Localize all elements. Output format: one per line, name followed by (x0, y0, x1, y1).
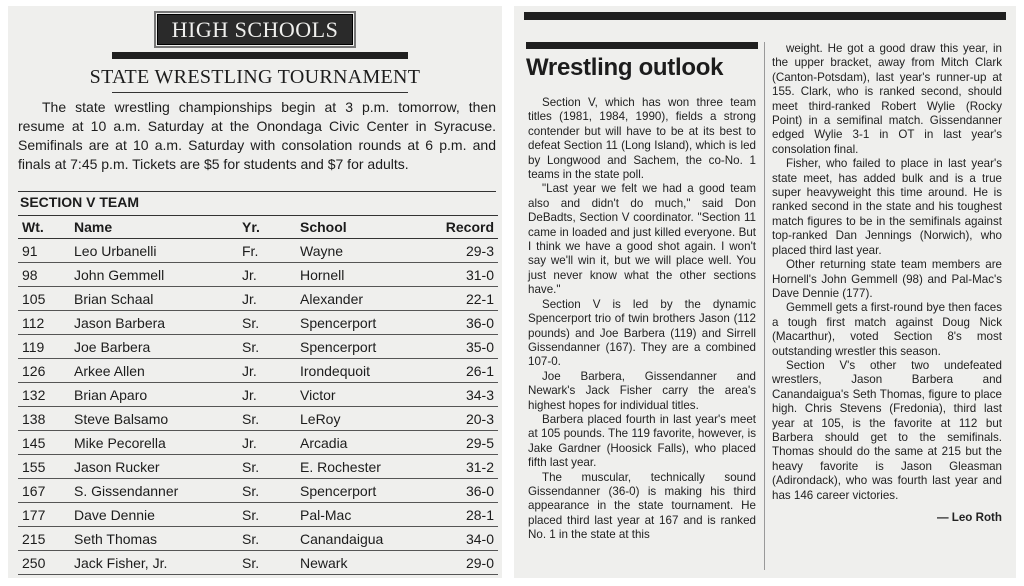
article-paragraph: Section V is led by the dynamic Spencerport trio of twin brothers Jason (112 pounds) and Joe Barbera (119) and Sirrell Gissendanner (167). They are a combined 107-0. (528, 297, 756, 369)
name-cell: Steve Balsamo (70, 407, 238, 431)
section-tag-wrap (8, 14, 502, 45)
school-cell: E. Rochester (296, 455, 421, 479)
article-paragraph: Gemmell gets a first-round bye then faces a tough first match against Doug Nick (Macarthur), voted Section 8's most outstanding wrestler this season. (772, 301, 1002, 358)
weight-cell: 167 (18, 479, 70, 503)
column-2-paragraphs (772, 42, 1002, 503)
column-divider (764, 42, 765, 570)
record-cell: 20-3 (421, 407, 498, 431)
roster-body (18, 239, 498, 575)
record-cell: 31-0 (421, 263, 498, 287)
article-paragraph: Barbera placed fourth in last year's meet at 105 pounds. The 119 favorite, however, is Jake Gardner (Hoosick Falls), who placed fifth last year. (528, 412, 756, 470)
roster-row (18, 503, 498, 527)
roster-row (18, 335, 498, 359)
roster-row (18, 383, 498, 407)
headline-rule (526, 42, 758, 49)
weight-cell: 177 (18, 503, 70, 527)
name-cell: Brian Aparo (70, 383, 238, 407)
header-weight: Wt. (18, 216, 70, 239)
name-cell: Mike Pecorella (70, 431, 238, 455)
header-year: Yr. (238, 216, 296, 239)
weight-cell: 98 (18, 263, 70, 287)
record-cell: 29-3 (421, 239, 498, 263)
header-name: Name (70, 216, 238, 239)
section-tag: HIGH SCHOOLS (157, 14, 354, 45)
year-cell: Fr. (238, 239, 296, 263)
roster-row (18, 311, 498, 335)
year-cell: Sr. (238, 503, 296, 527)
name-cell: Leo Urbanelli (70, 239, 238, 263)
year-cell: Sr. (238, 311, 296, 335)
weight-cell: 155 (18, 455, 70, 479)
roster-row (18, 407, 498, 431)
roster-table (18, 215, 498, 575)
weight-cell: 250 (18, 551, 70, 575)
year-cell: Sr. (238, 407, 296, 431)
article-paragraph: Fisher, who failed to place in last year's state meet, has added bulk and is a true super heavyweight this time around. He is ranked second in the state and his toughest match figures to be in the semifinals against top-ranked Dan Jennings (Norwich), who placed third last year. (772, 157, 1002, 257)
tournament-title: STATE WRESTLING TOURNAMENT (89, 66, 421, 88)
article-paragraph: The muscular, technically sound Gissendanner (36-0) is making his third appearance in the state tournament. He placed third last year at 167 and is ranked No. 1 in the state at this (528, 470, 756, 542)
header-record: Record (421, 216, 498, 239)
weight-cell: 215 (18, 527, 70, 551)
top-rule (524, 12, 1006, 20)
name-cell: John Gemmell (70, 263, 238, 287)
school-cell: LeRoy (296, 407, 421, 431)
roster-header-row (18, 216, 498, 239)
roster-row (18, 239, 498, 263)
intro-paragraph: The state wrestling championships begin at 3 p.m. tomorrow, then resume at 10 a.m. Saturday at the Onondaga Civic Center in Syracuse. Semifinals are at 10 a.m. Saturday with consolation rounds at 6 p.m. and finals at 7:45 p.m. Tickets are $5 for students and $7 for adults. (18, 99, 496, 172)
weight-cell: 126 (18, 359, 70, 383)
school-cell: Victor (296, 383, 421, 407)
record-cell: 34-0 (421, 527, 498, 551)
article-paragraph: weight. He got a good draw this year, in the upper bracket, away from Mitch Clark (Canton-Potsdam), last year's runner-up at 155. Clark, who is ranked second, should meet third-ranked Robert Wylie (Rocky Point) in a semifinal match. Gissendanner edged Wylie 3-1 in OT in last year's consolation final. (772, 42, 1002, 156)
year-cell: Jr. (238, 383, 296, 407)
name-cell: Joe Barbera (70, 335, 238, 359)
roster-row (18, 479, 498, 503)
weight-cell: 132 (18, 383, 70, 407)
school-cell: Arcadia (296, 431, 421, 455)
name-cell: Jack Fisher, Jr. (70, 551, 238, 575)
school-cell: Alexander (296, 287, 421, 311)
article-paragraph: Section V, which has won three team titles (1981, 1984, 1990), fields a strong contender but will have to be at its best to defeat Section 11 (Long Island), which is led by Longwood and Sachem, the co-No. 1 teams in the state poll. (528, 96, 756, 182)
year-cell: Jr. (238, 263, 296, 287)
high-schools-clipping (8, 6, 502, 578)
byline: — Leo Roth (936, 511, 1002, 524)
article-column-1 (528, 96, 756, 543)
roster-row (18, 431, 498, 455)
year-cell: Jr. (238, 431, 296, 455)
roster-row (18, 287, 498, 311)
name-cell: Seth Thomas (70, 527, 238, 551)
record-cell: 31-2 (421, 455, 498, 479)
article-paragraph: Other returning state team members are Hornell's John Gemmell (98) and Pal-Mac's Dave Dennie (177). (772, 258, 1002, 300)
record-cell: 29-0 (421, 551, 498, 575)
weight-cell: 91 (18, 239, 70, 263)
section-label: SECTION V TEAM (20, 194, 140, 210)
header-school: School (296, 216, 421, 239)
weight-cell: 138 (18, 407, 70, 431)
article-column-2 (772, 42, 1002, 525)
school-cell: Spencerport (296, 335, 421, 359)
article-paragraph: "Last year we felt we had a good team also and didn't do much," said Don DeBadts, Section V coordinator. "Section 11 came in loaded and just killed everyone. But I think we have a good shot again. I won't say we'll win it, but we will place well. You just never know what the other sections have." (528, 182, 756, 297)
record-cell: 35-0 (421, 335, 498, 359)
weight-cell: 145 (18, 431, 70, 455)
record-cell: 28-1 (421, 503, 498, 527)
school-cell: Newark (296, 551, 421, 575)
name-cell: Dave Dennie (70, 503, 238, 527)
roster-row (18, 551, 498, 575)
year-cell: Sr. (238, 335, 296, 359)
school-cell: Spencerport (296, 479, 421, 503)
record-cell: 29-5 (421, 431, 498, 455)
year-cell: Sr. (238, 527, 296, 551)
wrestling-outlook-clipping (514, 6, 1016, 578)
name-cell: Jason Rucker (70, 455, 238, 479)
weight-cell: 105 (18, 287, 70, 311)
name-cell: Arkee Allen (70, 359, 238, 383)
name-cell: Brian Schaal (70, 287, 238, 311)
year-cell: Jr. (238, 359, 296, 383)
record-cell: 36-0 (421, 311, 498, 335)
school-cell: Canandaigua (296, 527, 421, 551)
title-rule (112, 52, 408, 59)
record-cell: 36-0 (421, 479, 498, 503)
roster-row (18, 455, 498, 479)
article-paragraph: Section V's other two undefeated wrestlers, Jason Barbera and Canandaigua's Seth Thomas, figure to place high. Chris Stevens (Fredonia), third last year at 105, is the favorite at 112 but Barbera should get to the semifinals. Thomas should do the same at 215 but the heavy favorite is Jason Gleasman (Adirondack), who was fourth last year and has 146 career victories. (772, 358, 1002, 502)
school-cell: Wayne (296, 239, 421, 263)
record-cell: 26-1 (421, 359, 498, 383)
year-cell: Jr. (238, 287, 296, 311)
weight-cell: 119 (18, 335, 70, 359)
school-cell: Hornell (296, 263, 421, 287)
title-underline (112, 92, 408, 93)
roster-row (18, 527, 498, 551)
school-cell: Spencerport (296, 311, 421, 335)
year-cell: Sr. (238, 479, 296, 503)
year-cell: Sr. (238, 551, 296, 575)
section-rule (18, 191, 496, 192)
roster-row (18, 359, 498, 383)
name-cell: Jason Barbera (70, 311, 238, 335)
article-paragraph: Joe Barbera, Gissendanner and Newark's Jack Fisher carry the area's highest hopes for individual titles. (528, 369, 756, 412)
year-cell: Sr. (238, 455, 296, 479)
article-headline: Wrestling outlook (526, 54, 724, 81)
record-cell: 22-1 (421, 287, 498, 311)
weight-cell: 112 (18, 311, 70, 335)
name-cell: S. Gissendanner (70, 479, 238, 503)
school-cell: Irondequoit (296, 359, 421, 383)
school-cell: Pal-Mac (296, 503, 421, 527)
record-cell: 34-3 (421, 383, 498, 407)
roster-row (18, 263, 498, 287)
